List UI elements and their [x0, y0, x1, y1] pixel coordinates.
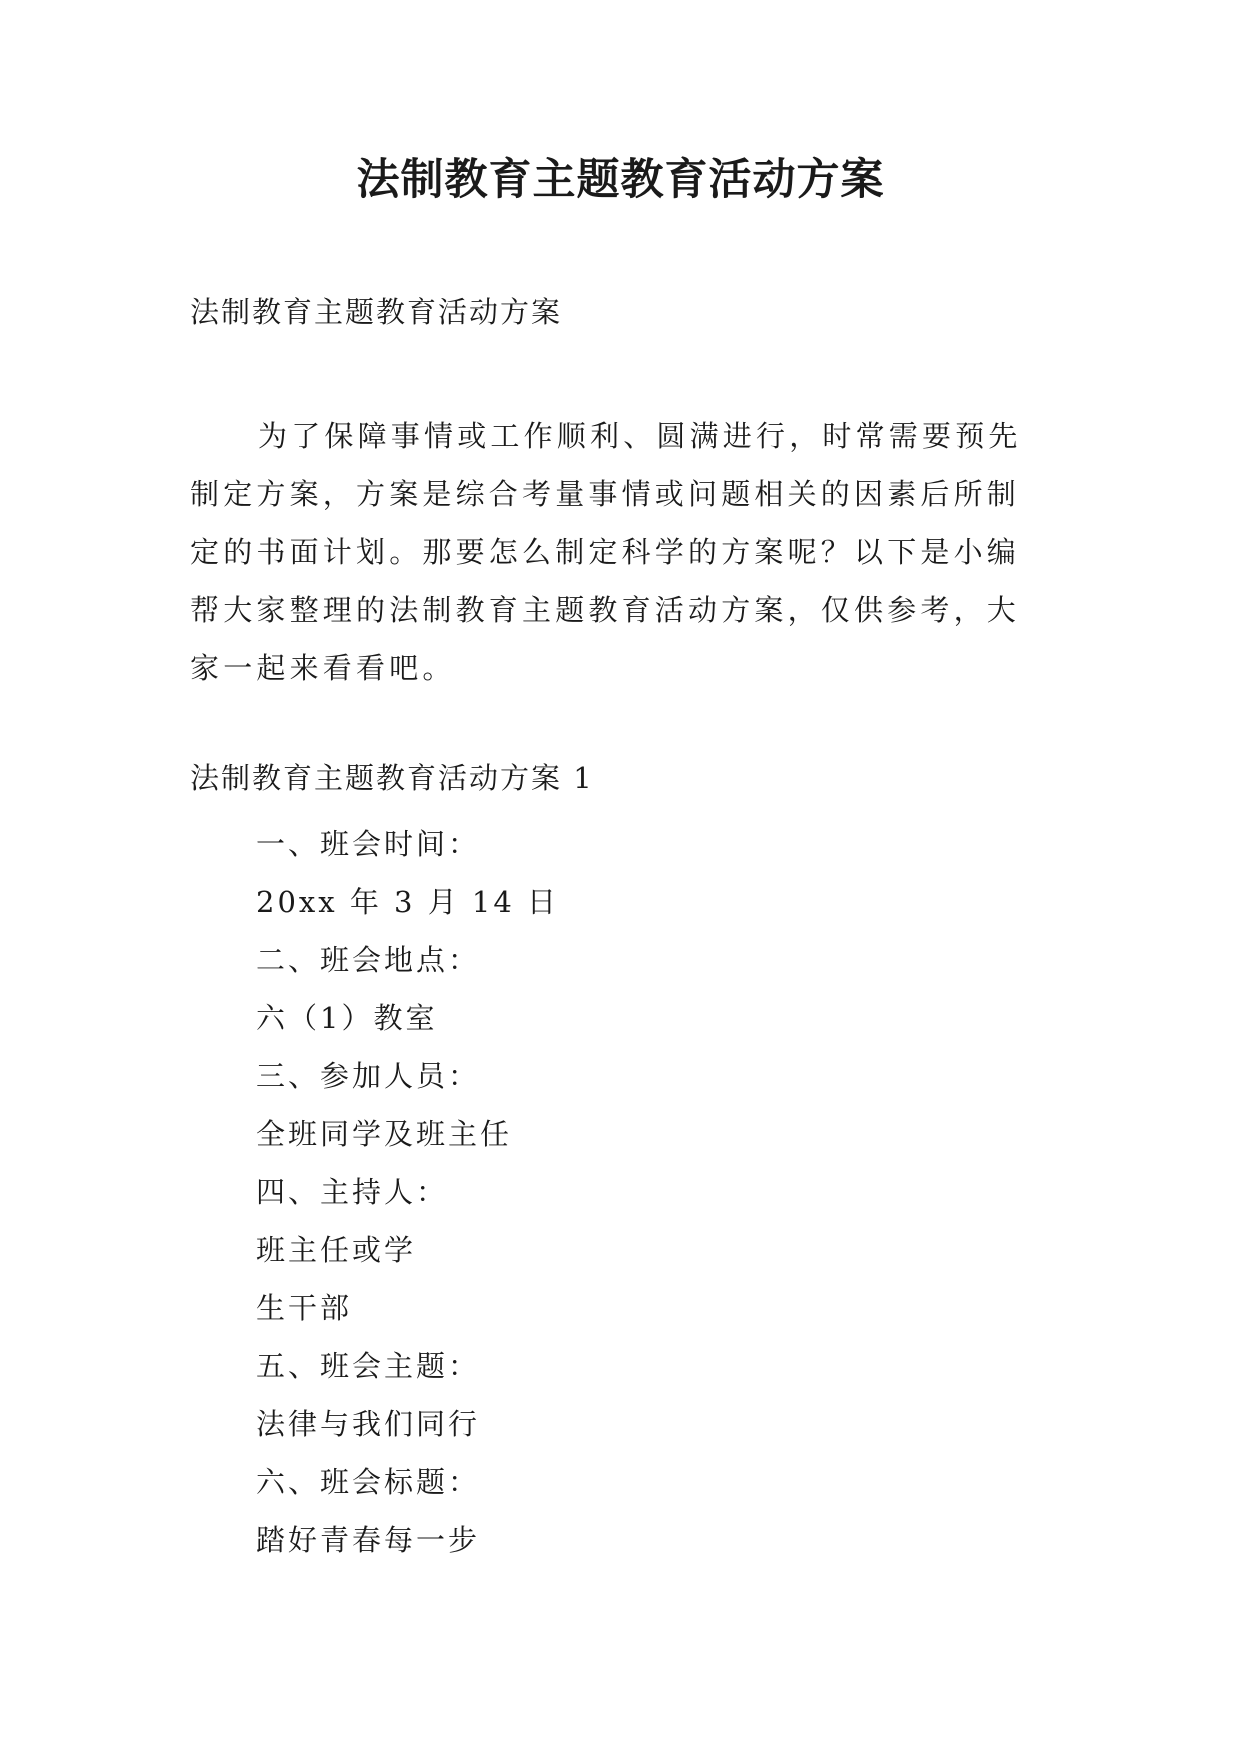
- plan-item: 一、班会时间：: [256, 827, 481, 861]
- plan-item: 二、班会地点：: [256, 943, 481, 977]
- plan-item: 三、参加人员：: [256, 1059, 481, 1093]
- plan-items-list: [256, 815, 559, 1569]
- plan-item: 班主任或学: [256, 1233, 417, 1267]
- plan-item: 踏好青春每一步: [256, 1523, 481, 1557]
- plan-item: 20xx 年 3 月 14 日: [256, 885, 560, 919]
- intro-paragraph: 为了保障事情或工作顺利、圆满进行，时常需要预先制定方案，方案是综合考量事情或问题相关的因素后所制定的书面计划。那要怎么制定科学的方案呢？以下是小编帮大家整理的法制教育主题教育活动方案，仅供参考，大家一起来看看吧。: [190, 419, 1022, 685]
- plan-item: 法律与我们同行: [256, 1407, 481, 1441]
- plan-item: 六（1）教室: [256, 1001, 438, 1035]
- document-title: 法制教育主题教育活动方案: [356, 155, 885, 205]
- document-subtitle: 法制教育主题教育活动方案: [190, 295, 563, 329]
- plan-item: 五、班会主题：: [256, 1349, 481, 1383]
- section-heading: 法制教育主题教育活动方案 1: [190, 761, 594, 795]
- plan-item: 六、班会标题：: [256, 1465, 481, 1499]
- plan-item: 生干部: [256, 1291, 353, 1325]
- plan-item: 四、主持人：: [256, 1175, 449, 1209]
- plan-item: 全班同学及班主任: [256, 1117, 513, 1151]
